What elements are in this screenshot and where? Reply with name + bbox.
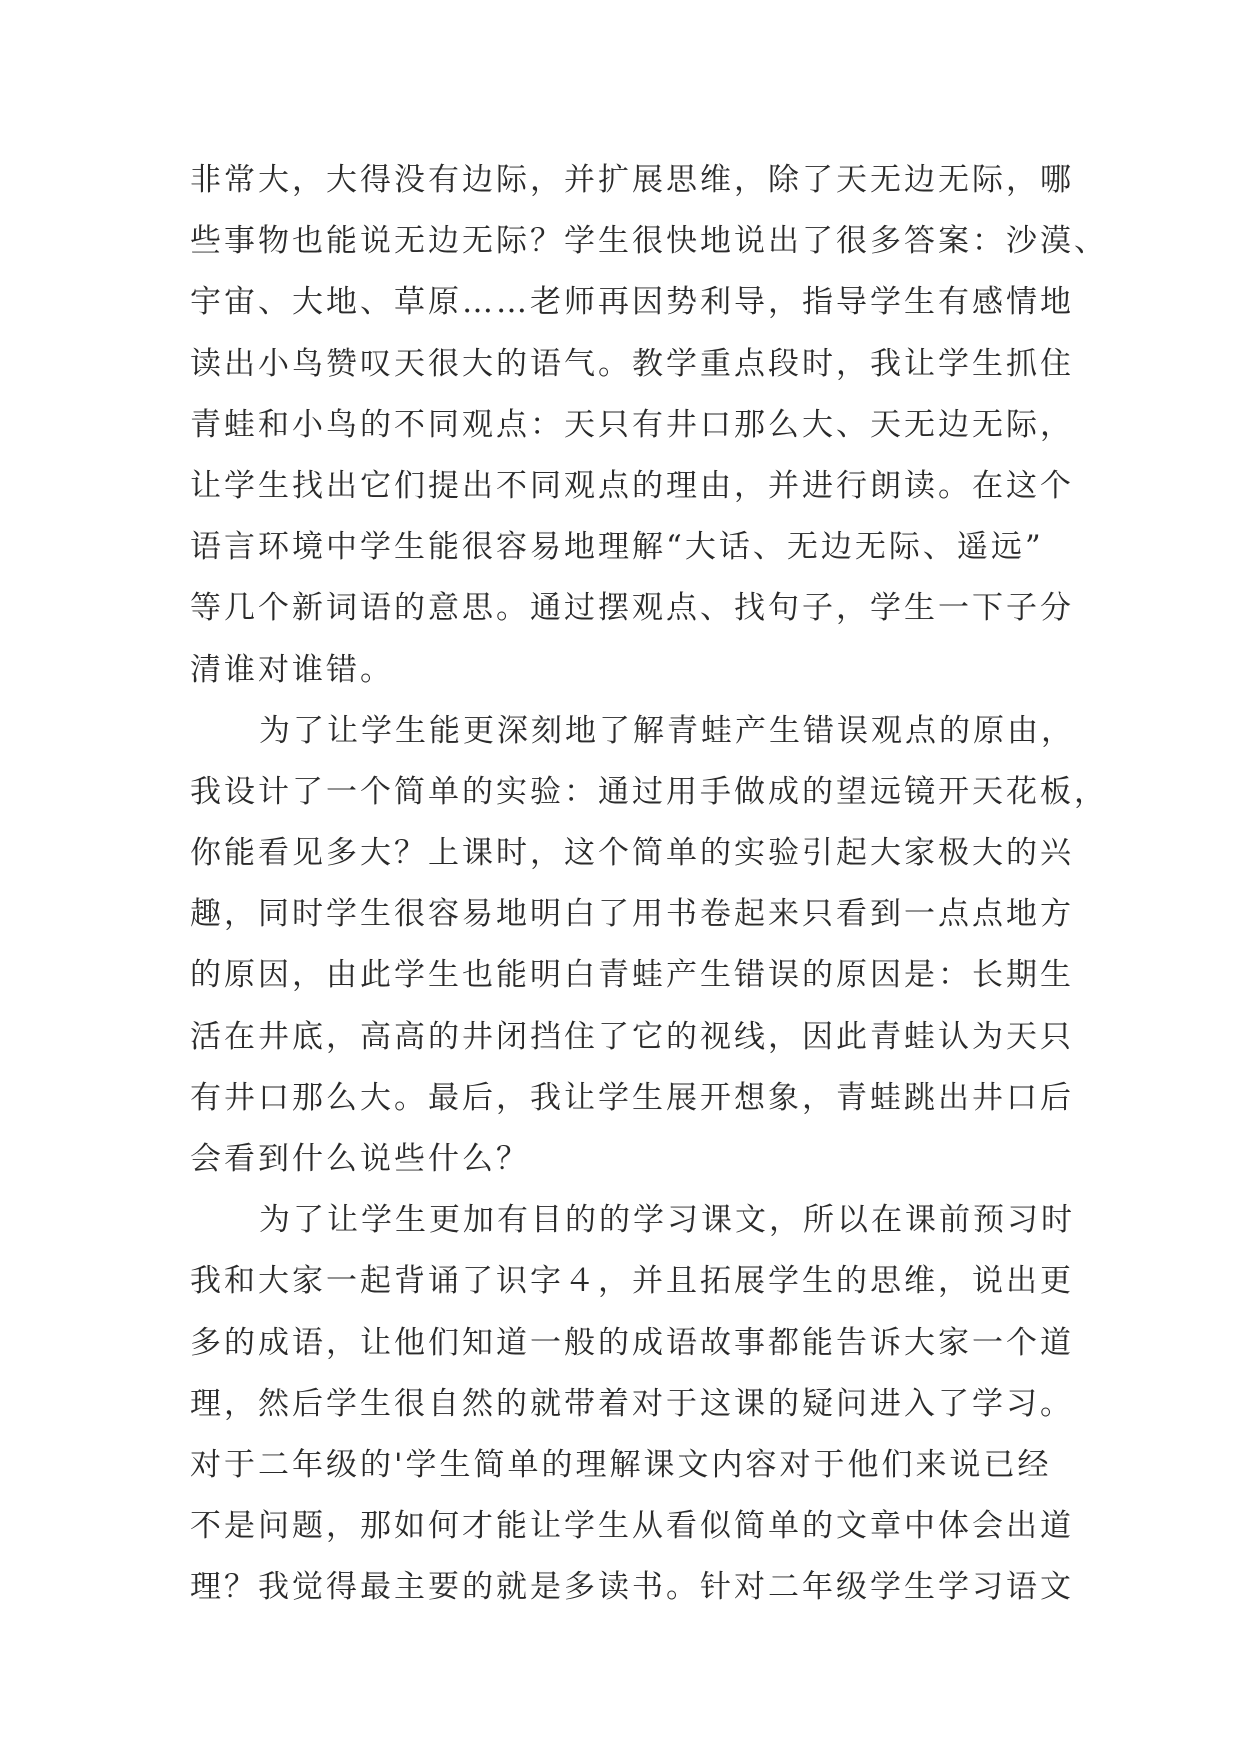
text-line: 等几个新词语的意思。通过摆观点、找句子，学生一下子分 — [190, 590, 1074, 627]
text-line: 理，然后学生很自然的就带着对于这课的疑问进入了学习。 — [190, 1385, 1074, 1422]
text-line: 青蛙和小鸟的不同观点：天只有井口那么大、天无边无际， — [190, 406, 1074, 443]
text-line: 我设计了一个简单的实验：通过用手做成的望远镜开天花板， — [190, 773, 1108, 810]
body-text — [190, 150, 1108, 1619]
paragraph-start-line: 为了让学生更加有目的的学习课文，所以在课前预习时 — [259, 1202, 1075, 1239]
text-line: 非常大，大得没有边际，并扩展思维，除了天无边无际，哪 — [190, 162, 1074, 198]
text-line: 有井口那么大。最后，我让学生展开想象，青蛙跳出井口后 — [190, 1079, 1074, 1116]
text-line: 语言环境中学生能很容易地理解“大话、无边无际、遥远” — [190, 529, 1044, 566]
text-line: 活在井底，高高的井闭挡住了它的视线，因此青蛙认为天只 — [190, 1018, 1074, 1055]
text-line: 的原因，由此学生也能明白青蛙产生错误的原因是：长期生 — [190, 957, 1074, 994]
text-line: 你能看见多大？上课时，这个简单的实验引起大家极大的兴 — [190, 835, 1074, 872]
text-line: 些事物也能说无边无际？学生很快地说出了很多答案：沙漠、 — [190, 223, 1108, 260]
text-line: 读出小鸟赞叹天很大的语气。教学重点段时，我让学生抓住 — [190, 345, 1074, 382]
text-line: 多的成语，让他们知道一般的成语故事都能告诉大家一个道 — [190, 1324, 1074, 1361]
text-line: 趣，同时学生很容易地明白了用书卷起来只看到一点点地方 — [190, 896, 1074, 933]
text-line: 我和大家一起背诵了识字４，并且拓展学生的思维，说出更 — [190, 1263, 1074, 1300]
text-line: 宇宙、大地、草原……老师再因势利导，指导学生有感情地 — [190, 284, 1074, 321]
text-line: 清谁对谁错。 — [190, 651, 394, 688]
text-line: 不是问题，那如何才能让学生从看似简单的文章中体会出道 — [190, 1508, 1074, 1545]
paragraph-start-line: 为了让学生能更深刻地了解青蛙产生错误观点的原由， — [259, 712, 1075, 749]
text-line: 让学生找出它们提出不同观点的理由，并进行朗读。在这个 — [190, 467, 1074, 504]
text-line: 会看到什么说些什么？ — [190, 1141, 530, 1177]
text-line: 理？我觉得最主要的就是多读书。针对二年级学生学习语文 — [190, 1569, 1074, 1606]
text-line: 对于二年级的'学生简单的理解课文内容对于他们来说已经 — [190, 1446, 1052, 1483]
